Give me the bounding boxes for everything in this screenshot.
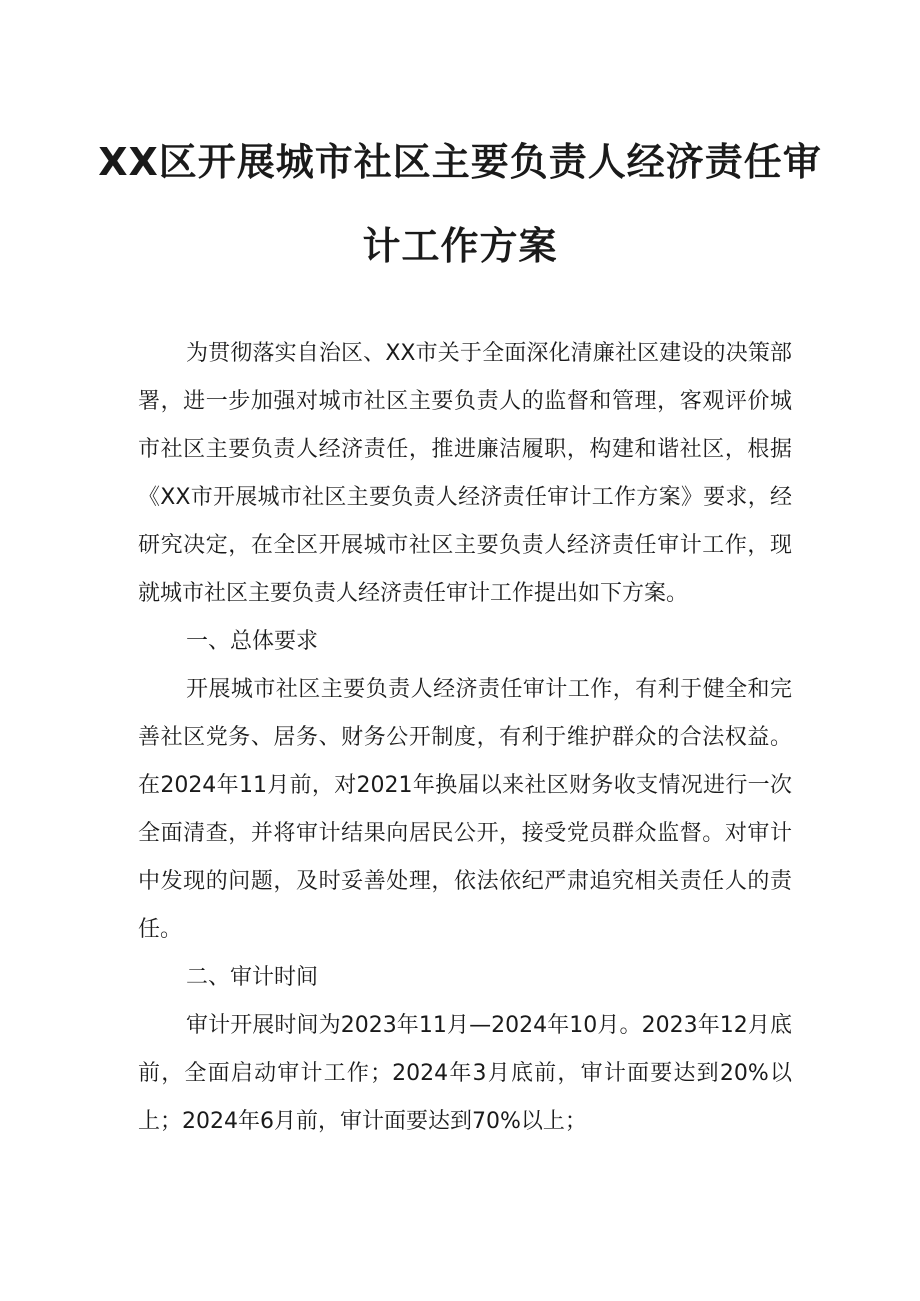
document-body — [138, 330, 792, 1146]
document-title-line-2: 计工作方案 — [362, 224, 558, 268]
audit-time-paragraph: 审计开展时间为2023年11月—2024年10月。2023年12月底前，全面启动审计工作；2024年3月底前，审计面要达到20%以上；2024年6月前，审计面要达到70%以上； — [138, 1013, 792, 1134]
general-requirements-paragraph: 开展城市社区主要负责人经济责任审计工作，有利于健全和完善社区党务、居务、财务公开制度，有利于维护群众的合法权益。在2024年11月前，对2021年换届以来社区财务收支情况进行一次全面清查，并将审计结果向居民公开，接受党员群众监督。对审计中发现的问题，及时妥善处理，依法依纪严肃追究相关责任人的责任。 — [138, 677, 792, 942]
intro-paragraph: 为贯彻落实自治区、XX市关于全面深化清廉社区建设的决策部署，进一步加强对城市社区主要负责人的监督和管理，客观评价城市社区主要负责人经济责任，推进廉洁履职，构建和谐社区，根据《XX市开展城市社区主要负责人经济责任审计工作方案》要求，经研究决定，在全区开展城市社区主要负责人经济责任审计工作，现就城市社区主要负责人经济责任审计工作提出如下方案。 — [138, 341, 792, 606]
document-title-line-1: XX区开展城市社区主要负责人经济责任审 — [98, 140, 822, 184]
section-heading-general-requirements: 一、总体要求 — [186, 629, 319, 654]
section-heading-audit-time: 二、审计时间 — [186, 965, 319, 990]
